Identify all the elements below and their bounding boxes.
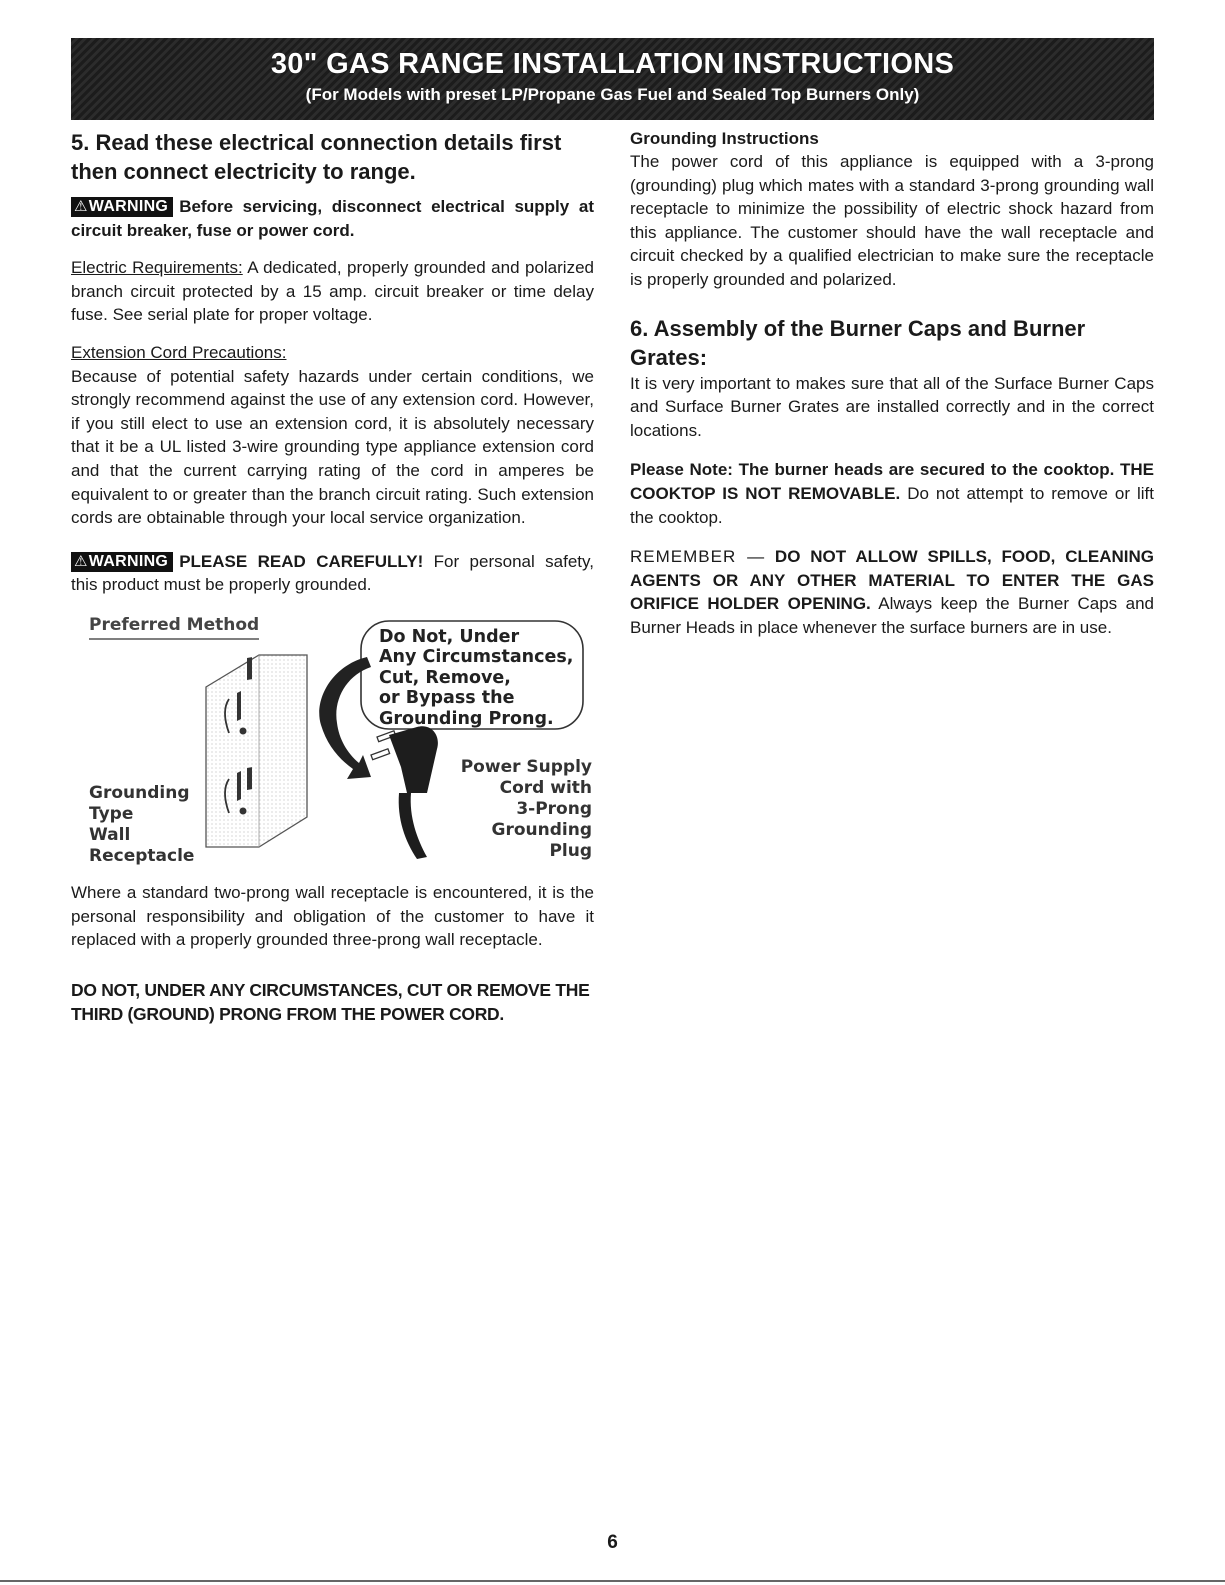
warning-triangle-icon: ⚠: [74, 552, 88, 570]
section-6-heading: 6. Assembly of the Burner Caps and Burner Grates:: [630, 315, 1086, 370]
assembly-text: It is very important to makes sure that all of the Surface Burner Caps and Surface Burner Grates are installed correctly and in the correct locations.: [630, 373, 1154, 440]
remember-note: REMEMBER — DO NOT ALLOW SPILLS, FOOD, CLEANING AGENTS OR ANY OTHER MATERIAL TO ENTER THE GAS ORIFICE HOLDER OPENING. Always keep the Burner Caps and Burner Heads in place whenever the surface burners are in use.: [630, 547, 1154, 637]
warning-2: ⚠WARNING PLEASE READ CAREFULLY! For personal safety, this product must be properly grounded.: [71, 551, 594, 595]
extension-label: Extension Cord Precautions:: [71, 342, 287, 362]
plug-label: Power Supply Cord with 3-Prong Grounding Plug: [460, 756, 592, 861]
electric-requirements: Electric Requirements: A dedicated, properly grounded and polarized branch circuit protected by a 15 amp. circuit breaker or time delay fuse. See serial plate for proper voltage.: [71, 258, 594, 325]
bottom-rule: [0, 1580, 1225, 1582]
page-subtitle: (For Models with preset LP/Propane Gas Fuel and Sealed Top Burners Only): [305, 85, 920, 104]
curved-arrow-icon: [319, 657, 371, 779]
callout-text: Do Not, Under Any Circumstances, Cut, Remove, or Bypass the Grounding Prong.: [379, 626, 574, 729]
extension-text: Because of potential safety hazards under certain conditions, we strongly recommend against the use of any extension cord. However, if you still elect to use an extension cord, it is absolutely necessary that it be a UL listed 3-wire grounding type appliance extension cord and that the current carrying rating of the cord in amperes be equivalent to or greater than the branch circuit rating. Such extension cords are obtainable through your local service organization.: [71, 366, 594, 528]
receptacle-label: Grounding Type Wall Receptacle: [89, 782, 195, 866]
wall-receptacle-icon: [206, 655, 307, 847]
two-prong-text: Where a standard two-prong wall receptacle is encountered, it is the personal responsibility and obligation of the customer to have it replaced with a properly grounded three-prong wall receptacle.: [71, 882, 594, 950]
final-warning: DO NOT, UNDER ANY CIRCUMSTANCES, CUT OR REMOVE THE THIRD (GROUND) PRONG FROM THE POWER CORD.: [71, 979, 590, 1024]
right-column: [630, 128, 1154, 640]
page-title: 30" GAS RANGE INSTALLATION INSTRUCTIONS: [270, 48, 955, 80]
section-5-heading: 5. Read these electrical connection details first then connect electricity to range.: [71, 130, 562, 184]
please-note: Please Note: The burner heads are secured to the cooktop. THE COOKTOP IS NOT REMOVABLE. Do not attempt to remove or lift the cooktop.: [630, 460, 1154, 527]
warning-1: ⚠WARNING Before servicing, disconnect electrical supply at circuit breaker, fuse or power cord.: [71, 197, 594, 240]
grounding-heading: Grounding Instructions: [630, 129, 819, 148]
preferred-method-label: Preferred Method: [89, 614, 260, 635]
warning-badge: ⚠WARNING: [71, 552, 173, 572]
grounding-figure: [71, 607, 594, 867]
warning-triangle-icon: ⚠: [74, 198, 88, 215]
power-plug-icon: [371, 726, 438, 859]
warning-badge: ⚠WARNING: [71, 197, 173, 217]
header-banner: [71, 38, 1154, 120]
left-column: [71, 128, 594, 1026]
grounding-text: The power cord of this appliance is equipped with a 3-prong (grounding) plug which mates with a standard 3-prong grounding wall receptacle to minimize the possibility of electric shock hazard from this appliance. The customer should have the wall receptacle and circuit checked by a qualified electrician to make sure the receptacle is properly grounded and polarized.: [630, 152, 1154, 289]
page-number: 6: [607, 1532, 618, 1553]
